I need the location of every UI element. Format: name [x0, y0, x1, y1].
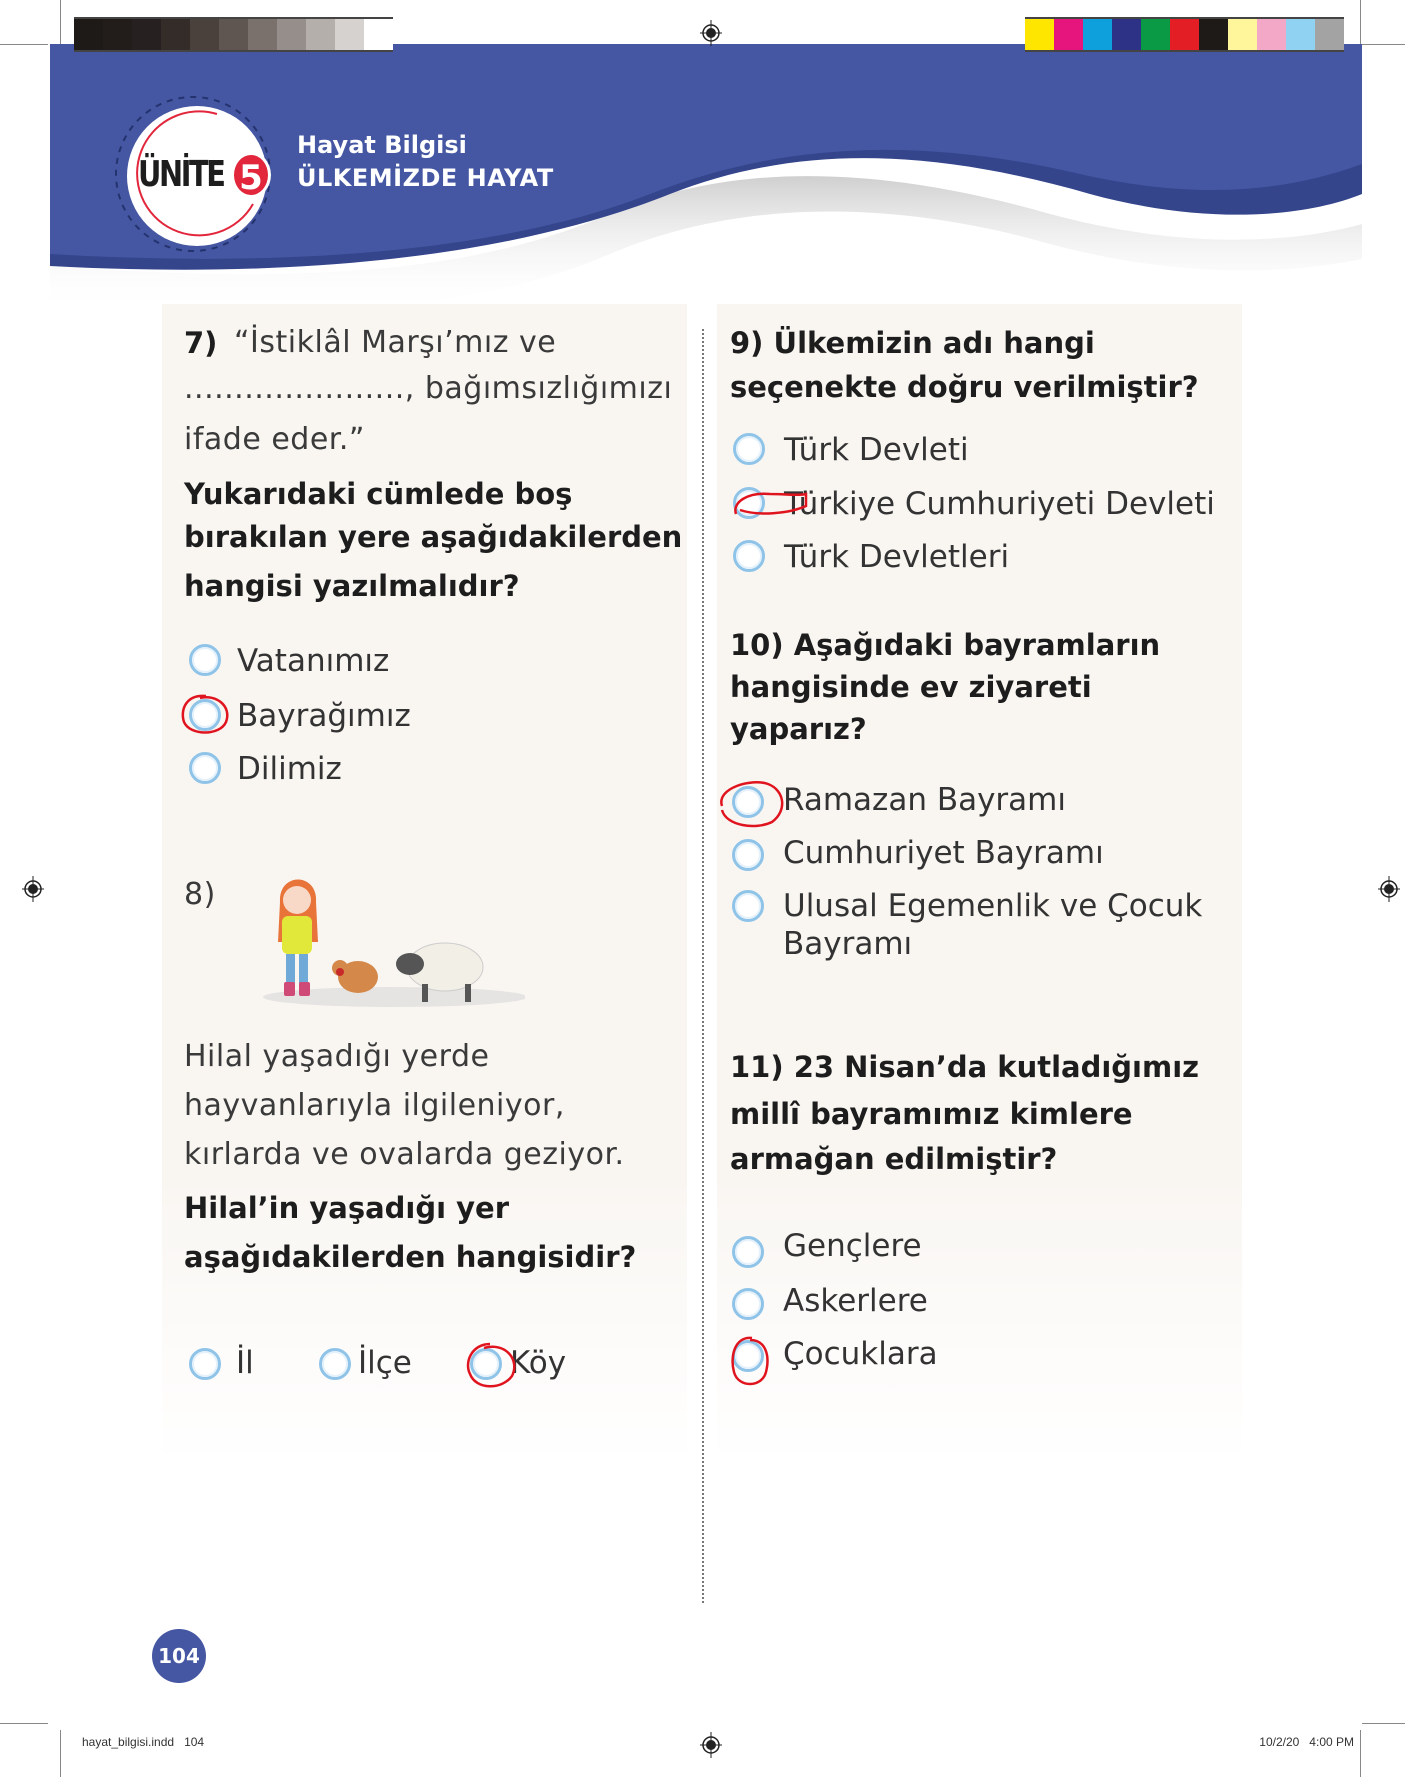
calibration-swatch — [1170, 19, 1199, 50]
handwritten-answer-circle — [462, 1338, 522, 1398]
q9-option-radio[interactable] — [733, 540, 765, 572]
q10-option-radio[interactable] — [732, 839, 764, 871]
unit-badge — [113, 94, 273, 254]
q10-option-label[interactable]: Ulusal Egemenlik ve Çocuk — [783, 888, 1203, 924]
q8-option-radio[interactable] — [319, 1348, 351, 1380]
q7-question-line: hangisi yazılmalıdır? — [184, 569, 520, 603]
q8-text-line: kırlarda ve ovalarda geziyor. — [184, 1137, 625, 1172]
registration-mark-icon — [700, 20, 722, 46]
q9-option-label[interactable]: Türk Devletleri — [784, 539, 1010, 575]
q7-question-line: Yukarıdaki cümlede boş — [184, 477, 573, 511]
crop-mark — [1362, 44, 1405, 45]
crop-mark — [0, 44, 48, 45]
calibration-swatch — [1286, 19, 1315, 50]
q9-option-label[interactable]: Türkiye Cumhuriyeti Devleti — [784, 486, 1215, 522]
q8-number: 8) — [184, 877, 216, 912]
q8-question-line: aşağıdakilerden hangisidir? — [184, 1240, 637, 1274]
q7-text-line: ifade eder.” — [184, 422, 365, 457]
q9-question-line: 9) Ülkemizin adı hangi — [730, 326, 1095, 360]
registration-mark-icon — [700, 1732, 722, 1758]
calibration-swatch — [1199, 19, 1228, 50]
crop-mark — [60, 0, 61, 48]
crop-mark — [1360, 0, 1361, 48]
page-number-badge: 104 — [152, 1629, 206, 1683]
calibration-swatch — [103, 19, 132, 50]
calibration-swatch — [248, 19, 277, 50]
q10-option-label[interactable]: Ramazan Bayramı — [783, 782, 1066, 818]
q10-question-line: yaparız? — [730, 712, 867, 746]
q11-option-label[interactable]: Gençlere — [783, 1228, 922, 1264]
handwritten-answer-circle — [726, 1332, 776, 1392]
q7-option-label[interactable]: Dilimiz — [237, 751, 342, 787]
q11-option-radio[interactable] — [732, 1288, 764, 1320]
calibration-swatch — [74, 19, 103, 50]
calibration-swatch — [306, 19, 335, 50]
farm-illustration — [260, 872, 525, 1012]
q7-question-line: bırakılan yere aşağıdakilerden — [184, 520, 683, 554]
q11-question-line: 11) 23 Nisan’da kutladığımız — [730, 1050, 1200, 1084]
calibration-swatch — [1054, 19, 1083, 50]
q8-option-label[interactable]: Köy — [510, 1345, 567, 1381]
column-divider — [702, 329, 704, 1603]
calibration-swatch — [1083, 19, 1112, 50]
q8-option-label[interactable]: İlçe — [358, 1345, 412, 1381]
q9-question-line: seçenekte doğru verilmiştir? — [730, 370, 1199, 404]
unit-number-badge: 5 — [231, 152, 271, 198]
crop-mark — [0, 1723, 48, 1724]
q10-option-radio[interactable] — [732, 890, 764, 922]
calibration-swatch — [132, 19, 161, 50]
q8-text-line: hayvanlarıyla ilgileniyor, — [184, 1088, 565, 1123]
q7-option-label[interactable]: Bayrağımız — [237, 698, 411, 734]
q7-option-radio[interactable] — [189, 644, 221, 676]
handwritten-answer-circle — [712, 776, 792, 831]
calibration-swatch — [335, 19, 364, 50]
q11-option-label[interactable]: Çocuklara — [783, 1336, 938, 1372]
q7-text-line: “İstiklâl Marşı’mız ve — [234, 325, 557, 360]
q8-question-line: Hilal’in yaşadığı yer — [184, 1191, 510, 1225]
crop-mark — [60, 1730, 61, 1777]
q7-text-line: ......................, bağımsızlığımızı — [184, 371, 673, 406]
footer-timestamp: 10/2/20 4:00 PM — [1259, 1735, 1354, 1749]
q7-option-label[interactable]: Vatanımız — [237, 643, 390, 679]
calibration-swatch — [190, 19, 219, 50]
q10-question-line: hangisinde ev ziyareti — [730, 670, 1092, 704]
calibration-swatch — [161, 19, 190, 50]
calibration-swatch — [1112, 19, 1141, 50]
calibration-swatch — [1228, 19, 1257, 50]
q7-number: 7) — [184, 326, 218, 360]
calibration-swatch — [1257, 19, 1286, 50]
registration-mark-icon — [22, 876, 44, 902]
handwritten-answer-circle — [176, 690, 236, 740]
unit-title: ÜLKEMİZDE HAYAT — [297, 164, 554, 192]
q11-question-line: millî bayramımız kimlere — [730, 1097, 1133, 1131]
q11-option-label[interactable]: Askerlere — [783, 1283, 928, 1319]
registration-mark-icon — [1378, 876, 1400, 902]
q11-option-radio[interactable] — [732, 1236, 764, 1268]
footer-file-info: hayat_bilgisi.indd 104 — [82, 1735, 205, 1749]
calibration-swatch — [1025, 19, 1054, 50]
calibration-swatch — [277, 19, 306, 50]
crop-mark — [1362, 1723, 1405, 1724]
calibration-swatch — [364, 19, 393, 50]
unit-label: ÜNİTE — [138, 154, 224, 195]
q8-option-label[interactable]: İl — [236, 1345, 254, 1381]
q7-option-radio[interactable] — [189, 752, 221, 784]
q10-option-label[interactable]: Cumhuriyet Bayramı — [783, 835, 1104, 871]
q8-text-line: Hilal yaşadığı yerde — [184, 1039, 490, 1074]
q9-option-label[interactable]: Türk Devleti — [784, 432, 969, 468]
q9-option-radio[interactable] — [733, 433, 765, 465]
q11-question-line: armağan edilmiştir? — [730, 1142, 1058, 1176]
crop-mark — [1360, 1730, 1361, 1777]
handwritten-answer-circle — [728, 484, 808, 524]
q10-option-label-continued[interactable]: Bayramı — [783, 926, 913, 962]
q8-option-radio[interactable] — [189, 1348, 221, 1380]
calibration-swatch — [1315, 19, 1344, 50]
grayscale-calibration-bar — [74, 17, 393, 52]
color-calibration-bar — [1025, 17, 1344, 52]
q10-question-line: 10) Aşağıdaki bayramların — [730, 628, 1161, 662]
calibration-swatch — [1141, 19, 1170, 50]
calibration-swatch — [219, 19, 248, 50]
subject-title: Hayat Bilgisi — [297, 131, 467, 159]
